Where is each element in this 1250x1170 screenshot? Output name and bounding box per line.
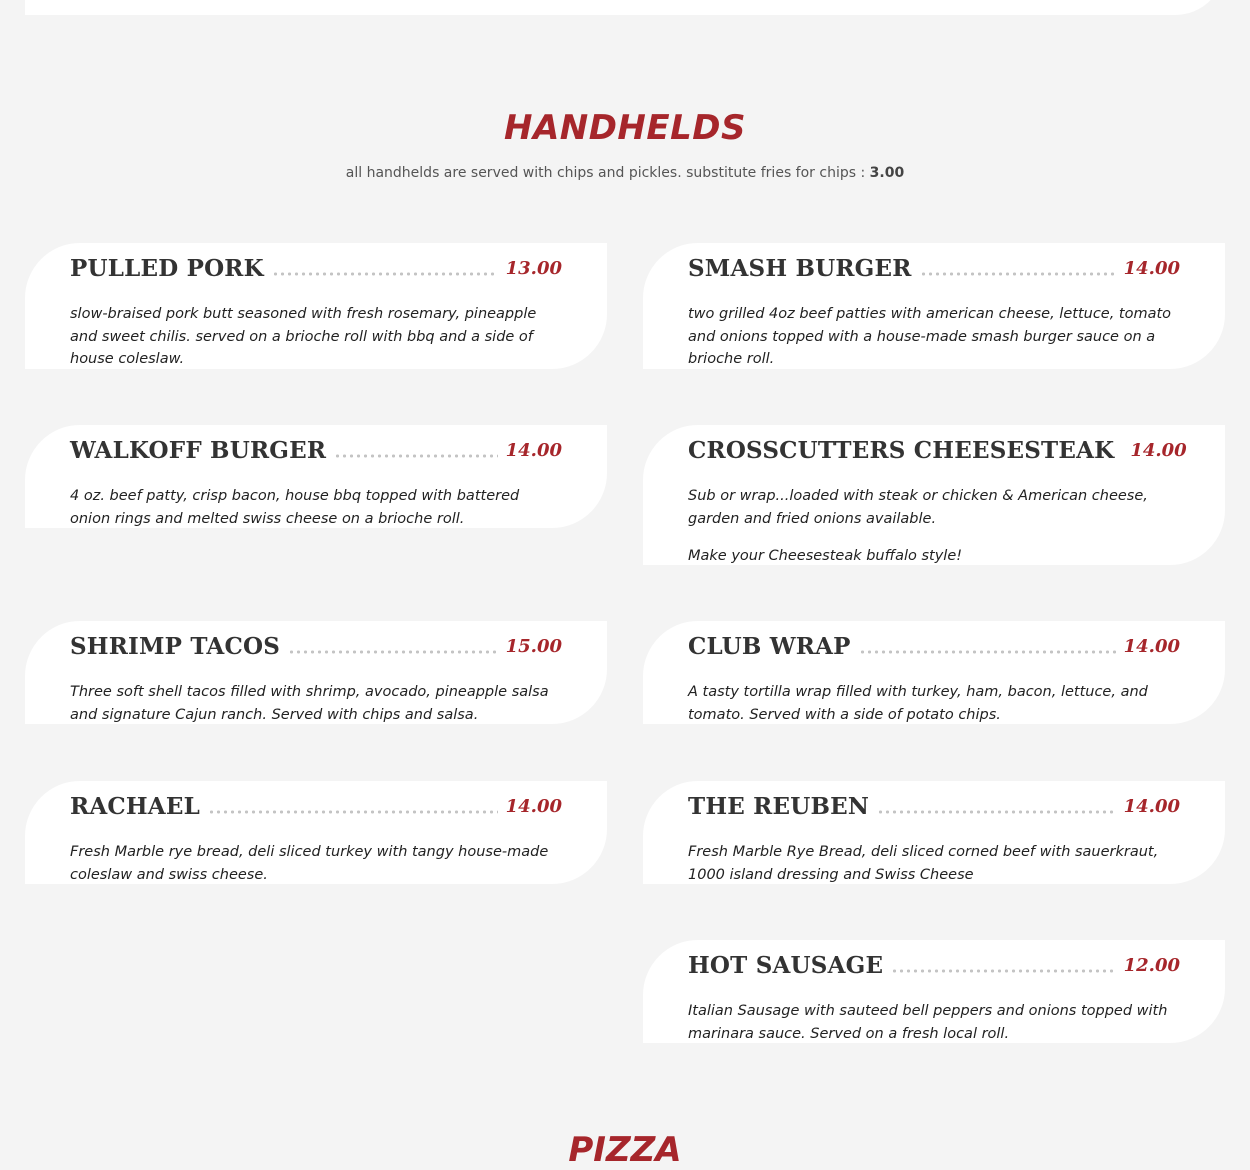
dot-leader [877,810,1116,814]
dot-leader [288,650,498,654]
item-price: 14.00 [1123,636,1180,657]
menu-item-walkoff-burger [25,425,607,528]
subtitle-price: 3.00 [869,165,905,181]
section-subtitle [0,165,1250,181]
dot-leader [208,810,498,814]
item-description: Fresh Marble rye bread, deli sliced turkey with tangy house-made coleslaw and swiss cheese. [70,844,549,883]
item-price: 12.00 [1123,955,1180,976]
item-price: 14.00 [1130,440,1187,461]
dot-leader [272,272,498,276]
item-description: Sub or wrap...loaded with steak or chicken & American cheese, garden and fried onions available. [688,488,1148,527]
item-description: two grilled 4oz beef patties with american cheese, lettuce, tomato and onions topped with a house-made smash burger sauce on a brioche roll. [688,306,1172,367]
item-name: THE REUBEN [688,793,870,820]
item-name: SMASH BURGER [688,255,912,282]
item-name: RACHAEL [70,793,200,820]
item-price: 14.00 [505,440,562,461]
item-name: WALKOFF BURGER [70,437,327,464]
item-price: 14.00 [505,796,562,817]
menu-item-pulled-pork [25,243,607,369]
item-price: 14.00 [1123,796,1180,817]
item-description: 4 oz. beef patty, crisp bacon, house bbq topped with battered onion rings and melted swiss cheese on a brioche roll. [70,488,520,527]
item-price: 15.00 [505,636,562,657]
subtitle-text: all handhelds are served with chips and pickles. substitute fries for chips : [345,165,866,181]
menu-item-the-reuben [643,781,1225,884]
menu-item-smash-burger [643,243,1225,369]
item-description: A tasty tortilla wrap filled with turkey, ham, bacon, lettuce, and tomato. Served with a side of potato chips. [688,684,1148,723]
item-description: slow-braised pork butt seasoned with fresh rosemary, pineapple and sweet chilis. served on a brioche roll with bbq and a side of house coleslaw. [70,306,537,367]
item-description: Italian Sausage with sauteed bell peppers and onions topped with marinara sauce. Served on a fresh local roll. [688,1003,1168,1042]
menu-item-club-wrap [643,621,1225,724]
section-title: HANDHELDS [503,108,746,148]
item-name: PULLED PORK [70,255,264,282]
item-price: 13.00 [505,258,562,279]
item-name: CLUB WRAP [688,633,851,660]
menu-item-rachael [25,781,607,884]
item-description: Three soft shell tacos filled with shrimp, avocado, pineapple salsa and signature Cajun ranch. Served with chips and salsa. [70,684,549,723]
next-section-title: PIZZA [568,1130,682,1170]
previous-section-card [25,0,1225,15]
item-note: Make your Cheesesteak buffalo style! [688,548,963,564]
item-name: CROSSCUTTERS CHEESESTEAK [688,437,1115,464]
item-name: HOT SAUSAGE [688,952,884,979]
menu-item-crosscutters-cheesesteak [643,425,1225,565]
item-price: 14.00 [1123,258,1180,279]
dot-leader [920,272,1116,276]
item-description: Fresh Marble Rye Bread, deli sliced corned beef with sauerkraut, 1000 island dressing and Swiss Cheese [688,844,1159,883]
dot-leader [334,454,497,458]
dot-leader [891,969,1115,973]
item-name: SHRIMP TACOS [70,633,281,660]
menu-item-hot-sausage [643,940,1225,1043]
menu-item-shrimp-tacos [25,621,607,724]
dot-leader [859,650,1116,654]
